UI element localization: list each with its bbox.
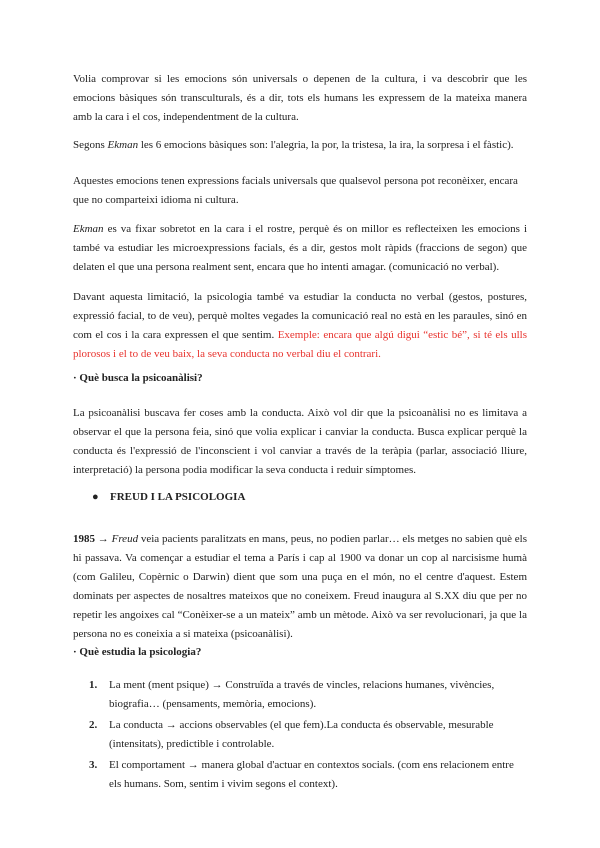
heading-psychoanalysis: · Què busca la psicoanàlisi? xyxy=(73,372,203,384)
paragraph-facial-expressions: Aquestes emocions tenen expressions facials universals que qualsevol persona pot reconèixer, encara que no comparteixi idioma ni cultura. xyxy=(73,175,518,206)
paragraph-nonverbal-conduct xyxy=(73,288,527,364)
list-text: La ment (ment psique) → Construïda a través de vincles, relacions humanes, vivències, biografia… (pensaments, memòria, emocions). xyxy=(109,679,495,710)
paragraph-text: veia pacients paralitzats en mans, peus, no podien parlar… els metges no sabien què els hi passava. Va començar a estudiar el tema a París i cap al 1900 va donar un cop al narcisisme humà (com Galileu, Copèrnic o Darwin) dient que som una puça en el món, no el centre d'aquest. Estem dominats per aspectes de nosaltres mateixos que no coneixem. Freud inaugura al S.XX diu que per no repetir les angoixes cal “Conèixer-se a un mateix” amb un mètode. Això va ser revolucionari, ja que la persona no es coneixia a si mateixa (psicoanàlisi). xyxy=(73,533,527,640)
paragraph-text: les 6 emocions bàsiques son: l'alegria, la por, la tristesa, la ira, la sorpresa i el fàstic). xyxy=(138,139,514,151)
paragraph-emotions-universal: Volia comprovar si les emocions són universals o depenen de la cultura, i va descobrir que les emocions bàsiques són transculturals, és a dir, tots els humans les expressem de la mateixa manera amb la cara i el cos, independentment de la cultura. xyxy=(73,73,527,123)
paragraph-psychoanalysis: La psicoanàlisi buscava fer coses amb la conducta. Això vol dir que la psicoanàlisi no es limitava a observar el que la persona feia, sinó que volia explicar i canviar la conducta. Busca explicar perquè la conducta és l'expressió de l'inconscient i vol canviar a través de la teràpia (parlar, associació lliure, interpretació) la persona podia modificar la seva conducta i reduir símptomes. xyxy=(73,407,527,476)
list-number: 3. xyxy=(89,759,98,771)
section-title: FREUD I LA PSICOLOGIA xyxy=(110,491,246,503)
paragraph-text: es va fixar sobretot en la cara i el rostre, perquè és on millor es reflecteixen les emocions i també va estudiar les microexpressions facials, és a dir, gestos molt ràpids (fraccions de segon) que delaten el que una persona realment sent, encara que ho intenti amagar. (comunicació no verbal). xyxy=(73,223,527,273)
bullet-icon: ● xyxy=(92,491,99,503)
author-name: Ekman xyxy=(73,223,104,235)
list-item xyxy=(73,756,527,794)
arrow: → xyxy=(95,533,112,545)
list-text: El comportament → manera global d'actuar en contextos socials. (com ens relacionem entre els humans. Som, sentim i vivim segons el context). xyxy=(109,759,514,790)
example-highlight: Exemple: encara que algú digui “estic bé”, si té els ulls plorosos i el to de veu baix, la seva conducta no verbal diu el contrari. xyxy=(73,329,527,360)
list-text: La conducta → accions observables (el que fem).La conducta és observable, mesurable (intensitats), predictible i controlable. xyxy=(109,719,494,750)
numbered-list xyxy=(73,676,527,796)
author-name: Ekman xyxy=(107,139,139,151)
paragraph-text: Segons xyxy=(73,139,108,151)
list-item xyxy=(73,676,527,714)
author-name: Freud xyxy=(111,533,139,545)
section-heading-freud xyxy=(92,491,245,503)
list-number: 2. xyxy=(89,719,98,731)
paragraph-microexpressions xyxy=(73,220,527,277)
paragraph-text: Davant aquesta limitació, la psicologia també va estudiar la conducta no verbal (gestos, postures, expressió facial, to de veu), perquè moltes vegades la comunicació real no està en les paraules, sinó en com el cos i la cara expressen el que sentim. xyxy=(73,291,527,341)
paragraph-basic-emotions xyxy=(73,136,527,155)
paragraph-freud xyxy=(73,530,527,644)
list-number: 1. xyxy=(89,679,98,691)
heading-psychology-studies: · Què estudia la psicologia? xyxy=(73,646,202,658)
year: 1985 xyxy=(73,533,95,545)
list-item xyxy=(73,716,527,754)
